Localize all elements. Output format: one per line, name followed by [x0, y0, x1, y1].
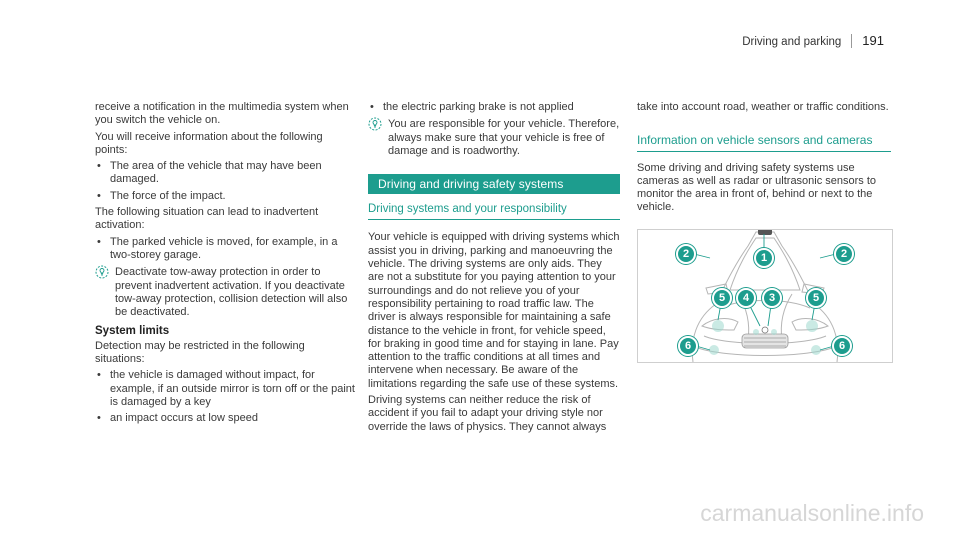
bullet-icon: • — [97, 160, 101, 173]
tip-lightbulb-icon — [95, 265, 109, 283]
bullet-icon: • — [97, 235, 101, 248]
subsection-heading: Information on vehicle sensors and cameras — [637, 134, 891, 151]
callout-4: 4 — [736, 288, 756, 308]
bullet-icon: • — [370, 101, 374, 113]
column-3 — [637, 101, 891, 363]
list-item: • an impact occurs at low speed — [97, 412, 258, 425]
callout-5: 5 — [806, 288, 826, 308]
situation-text: The following situation can lead to inadvertent activation: — [95, 206, 319, 232]
watermark: carmanualsonline.info — [700, 500, 924, 526]
callout-6: 6 — [832, 336, 852, 356]
responsibility-text: Your vehicle is equipped with driving systems which assist you in driving, parking and manoeuvring the vehicle. The driving systems are only aids. They are not a substitute for you paying attention to your surroundings and do not relieve you of your responsibility pertaining to road traffic law. The driver is always responsible for maintaining a safe distance to the vehicle in front, for vehicle speed, for braking in good time and for staying in lane. Pay attention to the traffic conditions at all times and intervene when necessary. Be aware of the limitations regarding the safe use of these systems. — [368, 231, 620, 390]
page-number: 191 — [862, 33, 884, 48]
callout-5: 5 — [712, 288, 732, 308]
column-1 — [95, 101, 355, 429]
list-item: • The force of the impact. — [97, 189, 226, 202]
list-item: • The area of the vehicle that may have been damaged. — [97, 160, 322, 186]
list-item: • The parked vehicle is moved, for example, in a two-storey garage. — [97, 235, 338, 261]
section-title: Driving and parking — [742, 36, 842, 48]
bullet-icon: • — [97, 189, 101, 202]
bullet-icon: • — [97, 369, 101, 382]
callout-6: 6 — [678, 336, 698, 356]
vehicle-sensors-figure — [637, 229, 893, 363]
subsection-heading: Driving systems and your responsibility — [368, 203, 620, 220]
section-heading-bar: Driving and driving safety systems — [368, 174, 620, 194]
column-2 — [368, 101, 620, 437]
callout-2: 2 — [676, 244, 696, 264]
list-item: • the vehicle is damaged without impact, for example, if an outside mirror is torn off or the paint is damaged by a key — [97, 369, 355, 408]
physics-text: Driving systems can neither reduce the risk of accident if you fail to adapt your driving style nor override the laws of physics. They cannot always — [368, 394, 607, 433]
list-item: • the electric parking brake is not applied — [370, 101, 574, 113]
continued-text: take into account road, weather or traffic conditions. — [637, 101, 889, 113]
callout-2: 2 — [834, 244, 854, 264]
system-limits-heading: System limits — [95, 325, 170, 338]
tip-note: You are responsible for your vehicle. Therefore, always make sure that your vehicle is free of damage and is roadworthy. — [368, 118, 620, 158]
intro-text: receive a notification in the multimedia system when you switch the vehicle on. — [95, 101, 349, 127]
sensors-text: Some driving and driving safety systems use cameras as well as radar or ultrasonic sensors to monitor the area in front of, behind or next to the vehicle. — [637, 161, 877, 214]
page-header — [742, 33, 884, 48]
bullet-icon: • — [97, 412, 101, 425]
header-divider — [851, 34, 852, 48]
callout-1: 1 — [754, 248, 774, 268]
callout-3: 3 — [762, 288, 782, 308]
info-text: You will receive information about the following points: — [95, 130, 323, 156]
limits-text: Detection may be restricted in the following situations: — [95, 339, 305, 366]
tip-note: Deactivate tow-away protection in order to prevent inadvertent activation. If you deactivate tow-away protection, collision detection will also be deactivated. — [95, 266, 355, 319]
tip-lightbulb-icon — [368, 117, 382, 135]
